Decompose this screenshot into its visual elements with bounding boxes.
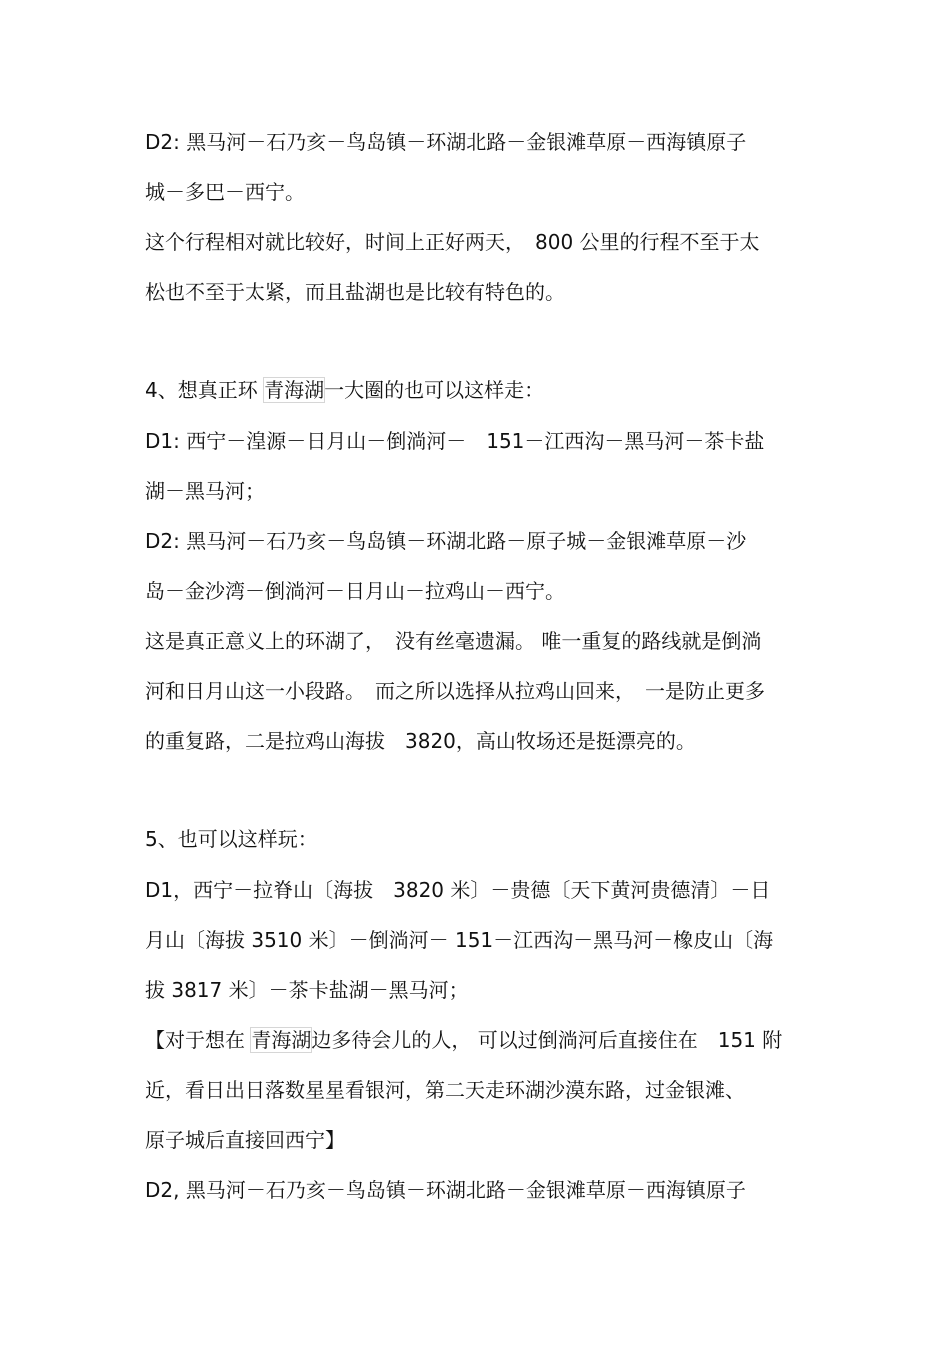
note-line	[145, 1026, 782, 1054]
paragraph-line: 的重复路，二是拉鸡山海拔 3820，高山牧场还是挺漂亮的。	[145, 729, 696, 753]
highlighted-term: 青海湖	[251, 1028, 312, 1052]
paragraph-line: 湖－黑马河；	[145, 479, 265, 503]
paragraph-line: 拔 3817 米〕－茶卡盐湖－黑马河；	[145, 978, 469, 1002]
paragraph-line: 松也不至于太紧，而且盐湖也是比较有特色的。	[145, 280, 565, 304]
paragraph-line: 岛－金沙湾－倒淌河－日月山－拉鸡山－西宁。	[145, 579, 565, 603]
paragraph-line: 月山〔海拔 3510 米〕－倒淌河－ 151－江西沟－黑马河－橡皮山〔海	[145, 928, 774, 952]
paragraph-line: 这个行程相对就比较好，时间上正好两天， 800 公里的行程不至于太	[145, 230, 760, 254]
paragraph-line: D2: 黑马河－石乃亥－鸟岛镇－环湖北路－金银滩草原－西海镇原子	[145, 130, 747, 154]
paragraph-line: D1: 西宁－湟源－日月山－倒淌河－ 151－江西沟－黑马河－茶卡盐	[145, 429, 765, 453]
heading-suffix: 一大圈的也可以这样走：	[324, 378, 545, 402]
note-prefix: 【对于想在	[145, 1028, 252, 1052]
heading-prefix: 4、想真正环	[145, 378, 265, 402]
paragraph-line: 城－多巴－西宁。	[145, 180, 305, 204]
paragraph-line: D1，西宁－拉脊山〔海拔 3820 米〕－贵德〔天下黄河贵德清〕－日	[145, 878, 771, 902]
note-suffix: 边多待会儿的人， 可以过倒淌河后直接住在 151 附	[311, 1028, 783, 1052]
paragraph-line: 这是真正意义上的环湖了， 没有丝毫遗漏。 唯一重复的路线就是倒淌	[145, 629, 762, 653]
paragraph-line: 近，看日出日落数星星看银河，第二天走环湖沙漠东路，过金银滩、	[145, 1078, 745, 1102]
paragraph-line: D2: 黑马河－石乃亥－鸟岛镇－环湖北路－原子城－金银滩草原－沙	[145, 529, 747, 553]
paragraph-line: D2, 黑马河－石乃亥－鸟岛镇－环湖北路－金银滩草原－西海镇原子	[145, 1178, 746, 1202]
highlighted-term: 青海湖	[264, 378, 325, 402]
section-heading	[145, 376, 544, 404]
paragraph-line: 河和日月山这一小段路。 而之所以选择从拉鸡山回来， 一是防止更多	[145, 679, 765, 703]
paragraph-line: 原子城后直接回西宁】	[145, 1128, 345, 1152]
section-heading: 5、也可以这样玩：	[145, 827, 318, 851]
